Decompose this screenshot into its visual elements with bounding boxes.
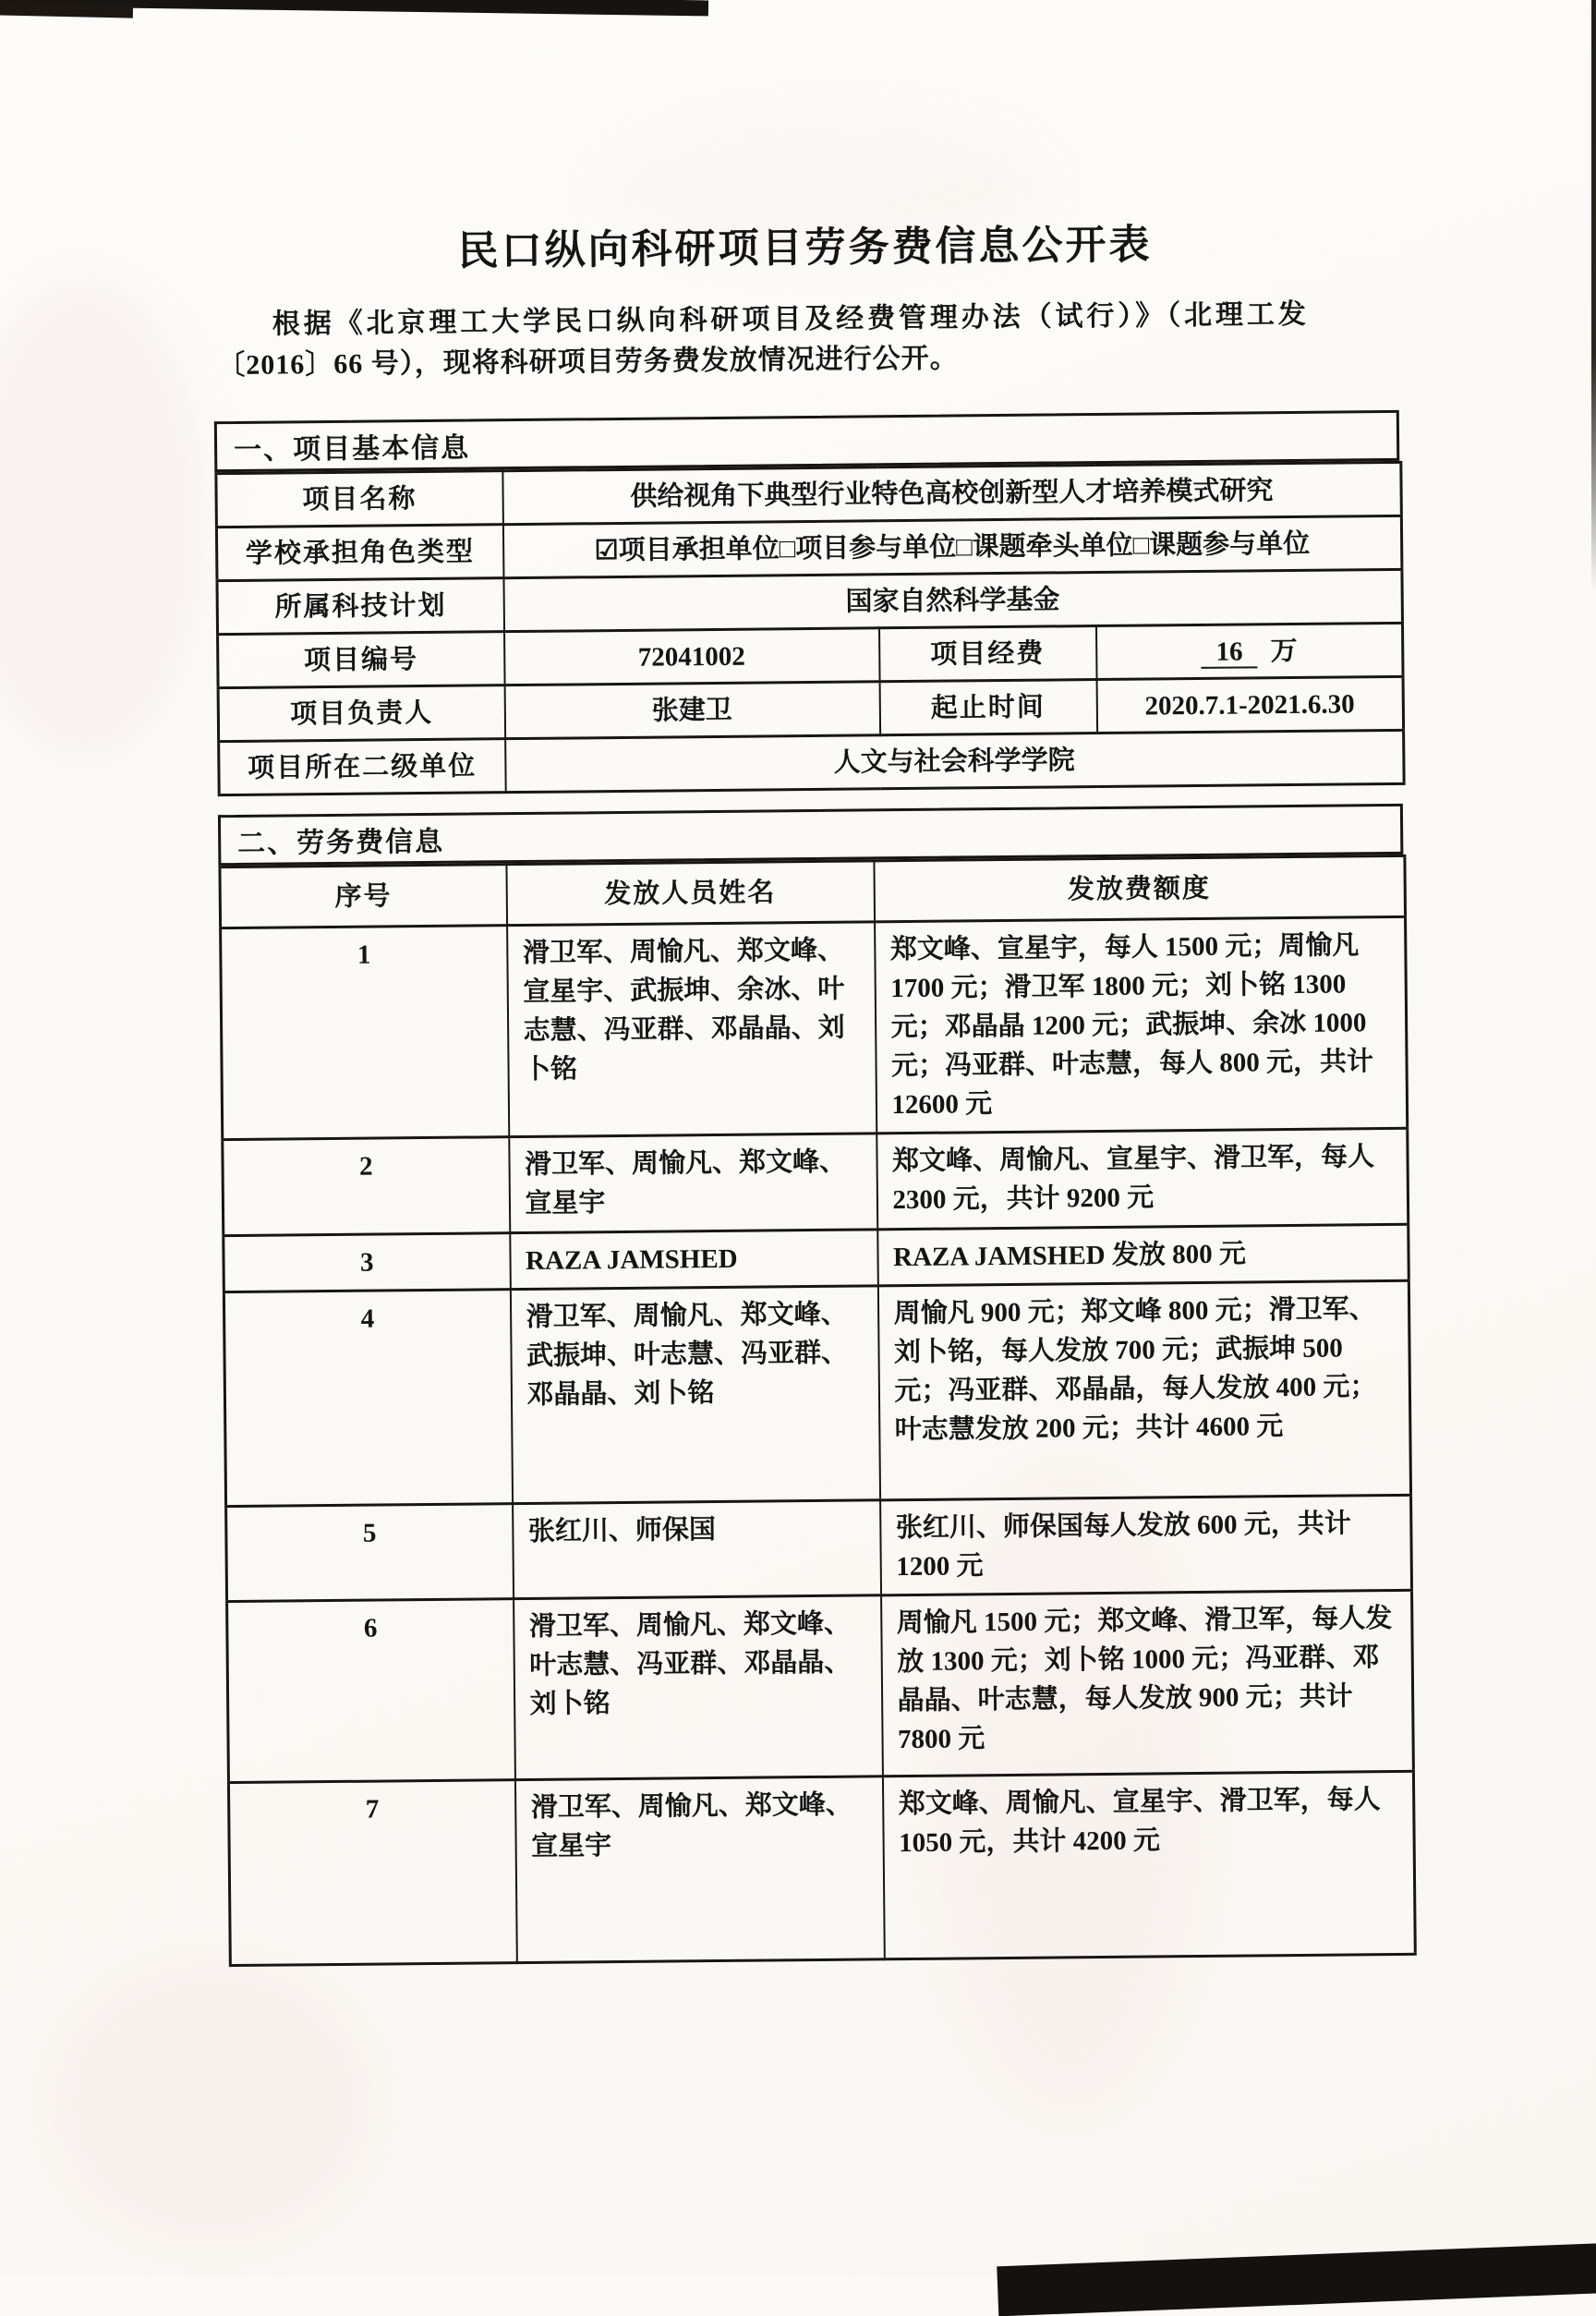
table-row — [223, 1128, 1409, 1235]
program-value: 国家自然科学基金 — [503, 569, 1403, 631]
unit-label: 项目所在二级单位 — [219, 739, 506, 795]
budget-unit: 万 — [1270, 636, 1298, 666]
project-no-value: 72041002 — [504, 628, 880, 685]
paper-edge-top-blotch — [0, 0, 133, 18]
table-row — [224, 1280, 1410, 1506]
col-header-no: 序号 — [220, 865, 507, 928]
paper-edge-right — [1591, 0, 1596, 591]
table-row — [226, 1495, 1412, 1601]
col-header-names: 发放人员姓名 — [506, 861, 875, 926]
table-header-row — [220, 855, 1406, 928]
row-names: RAZA JAMSHED — [510, 1230, 878, 1290]
row-amounts: 郑文峰、周愉凡、宣星宇、滑卫军，每人 2300 元，共计 9200 元 — [877, 1128, 1409, 1230]
row-names: 滑卫军、周愉凡、郑文峰、宣星宇 — [514, 1776, 884, 1963]
budget-amount: 16 — [1201, 637, 1257, 669]
col-header-amounts: 发放费额度 — [874, 855, 1406, 922]
project-no-label: 项目编号 — [218, 632, 505, 688]
section2-heading: 二、劳务费信息 — [237, 826, 445, 859]
row-no: 5 — [226, 1504, 514, 1602]
intro-paragraph: 根据《北京理工大学民口纵向科研项目及经费管理办法（试行）》（北理工发〔2016〕66 号），现将科研项目劳务费发放情况进行公开。 — [217, 298, 1307, 382]
row-amounts: 郑文峰、周愉凡、宣星宇、滑卫军，每人 1050 元，共计 4200 元 — [882, 1771, 1415, 1959]
row-amounts: 周愉凡 1500 元；郑文峰、滑卫军，每人发放 1300 元；刘卜铭 1000 元；冯亚群、邓晶晶、叶志慧，每人发放 900 元；共计 7800 元 — [881, 1590, 1414, 1776]
project-name-label: 项目名称 — [216, 471, 503, 527]
leader-label: 项目负责人 — [218, 685, 505, 742]
row-names: 滑卫军、周愉凡、郑文峰、武振坤、叶志慧、冯亚群、邓晶晶、刘卜铭 — [510, 1286, 879, 1504]
table-row — [227, 1590, 1414, 1782]
row-no: 2 — [223, 1137, 510, 1236]
scan-noise-blob — [0, 277, 203, 758]
row-no: 3 — [224, 1233, 511, 1292]
duration-label: 起止时间 — [879, 680, 1097, 735]
leader-value: 张建卫 — [504, 682, 880, 739]
role-type-label: 学校承担角色类型 — [216, 525, 503, 581]
duration-value: 2020.7.1-2021.6.30 — [1096, 676, 1404, 733]
role-type-checkboxes: ☑项目承担单位□项目参与单位□课题牵头单位□课题参与单位 — [502, 515, 1402, 577]
labor-fee-table — [218, 855, 1416, 1967]
row-amounts: 张红川、师保国每人发放 600 元，共计 1200 元 — [880, 1495, 1412, 1595]
budget-label: 项目经费 — [879, 626, 1097, 682]
paper-edge-bottom — [997, 2238, 1596, 2316]
row-names: 滑卫军、周愉凡、郑文峰、宣星宇 — [509, 1134, 877, 1233]
page-title: 民口纵向科研项目劳务费信息公开表 — [457, 222, 1153, 274]
row-no: 4 — [224, 1290, 512, 1507]
unit-value: 人文与社会科学学院 — [505, 730, 1405, 792]
row-names: 滑卫军、周愉凡、郑文峰、叶志慧、冯亚群、邓晶晶、刘卜铭 — [514, 1595, 883, 1780]
project-name-value: 供给视角下典型行业特色高校创新型人才培养模式研究 — [502, 462, 1402, 524]
table-row — [228, 1771, 1415, 1965]
program-label: 所属科技计划 — [217, 578, 504, 635]
row-amounts: 周愉凡 900 元；郑文峰 800 元；滑卫军、刘卜铭，每人发放 700 元；武振坤 500 元；冯亚群、邓晶晶，每人发放 400 元；叶志慧发放 200 元；共计 4600 元 — [877, 1280, 1410, 1500]
row-no: 7 — [228, 1780, 516, 1966]
row-names: 张红川、师保国 — [513, 1500, 881, 1599]
table-row — [221, 916, 1408, 1139]
section1-heading: 一、项目基本信息 — [233, 432, 471, 466]
table-row — [219, 730, 1405, 794]
row-names: 滑卫军、周愉凡、郑文峰、宣星宇、武振坤、余冰、叶志慧、冯亚群、邓晶晶、刘卜铭 — [507, 922, 877, 1137]
row-no: 1 — [221, 926, 509, 1140]
budget-value-cell — [1095, 623, 1403, 679]
row-amounts: RAZA JAMSHED 发放 800 元 — [877, 1224, 1409, 1286]
scan-noise-blob — [55, 1962, 369, 2239]
document-content — [212, 214, 1414, 1967]
row-no: 6 — [227, 1599, 515, 1783]
row-amounts: 郑文峰、宣星宇，每人 1500 元；周愉凡 1700 元；滑卫军 1800 元；刘卜铭 1300 元；邓晶晶 1200 元；武振坤、余冰 1000 元；冯亚群、叶志慧，每人 800 元，共计 12600 元 — [875, 916, 1408, 1134]
project-info-table — [214, 461, 1405, 796]
